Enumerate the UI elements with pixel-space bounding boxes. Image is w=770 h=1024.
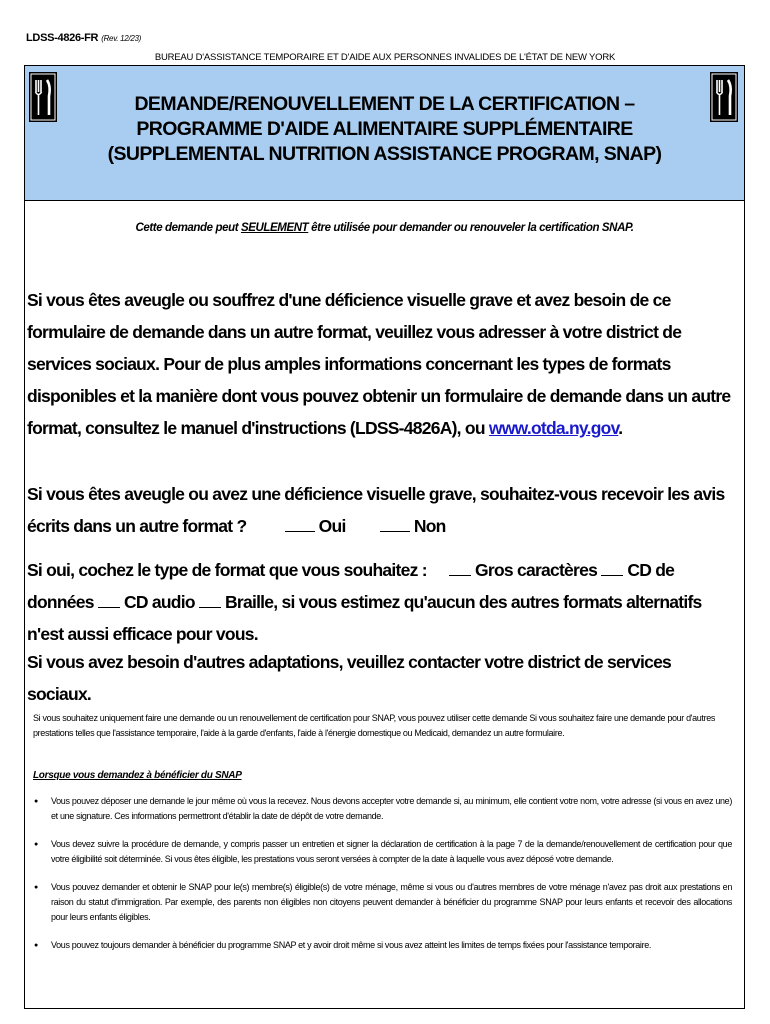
intro-paragraph: Si vous souhaitez uniquement faire une demande ou un renouvellement de certification pour SNAP, vous pouvez utiliser cette demande Si vous souhaitez faire une demande pour d'autres prestations telles que l'assistance temporaire, l'aide à la garde d'enfants, l'aide à l'énergie domestique ou Medicaid, demandez un autre formulaire. (33, 713, 716, 738)
oui-blank[interactable] (285, 513, 315, 532)
data-cd-label: CD de données (27, 560, 675, 612)
title-band (25, 66, 744, 201)
format-choice (27, 554, 736, 650)
usage-note (25, 222, 744, 234)
notice-question-text: Si vous êtes aveugle ou avez une déficience visuelle grave, souhaitez-vous recevoir les avis écrits dans un autre format ? (27, 484, 725, 536)
form-revision: (Rev. 12/23) (101, 34, 142, 43)
audio-cd-label: CD audio (123, 592, 195, 612)
otda-link[interactable]: www.otda.ny.gov (488, 418, 619, 438)
accessibility-text: Si vous êtes aveugle ou souffrez d'une déficience visuelle grave et avez besoin de ce formulaire de demande dans un autre format, veuillez vous adresser à votre district de services sociaux. Pour de plus amples informations concernant les types de formats disponibles et la manière dont vous pouvez obtenir un formulaire de demande dans un autre format, consultez le manuel d'instructions (LDSS-4826A), ou (27, 290, 731, 438)
list-item: ● Vous pouvez déposer une demande le jour même où vous la recevez. Nous devons accepter votre demande si, au minimum, elle contient votre nom, votre adresse (si vous en avez une) et une signature. Ces informations permettront d'établir la date de dépôt de votre demande. (25, 794, 732, 824)
data-cd-blank[interactable] (601, 557, 623, 576)
notice-format-question (27, 478, 736, 542)
form-frame (24, 65, 745, 1009)
list-item: ● Vous pouvez demander et obtenir le SNAP pour le(s) membre(s) éligible(s) de votre ménage, même si vous ou d'autres membres de votre ménage n'avez pas droit aux prestations en raison du statut d'immigration. Par exemple, des parents non éligibles non citoyens peuvent demander à bénéficier du programme SNAP pour leurs enfants et recevoir des allocations pour leurs enfants éligibles. (25, 880, 732, 925)
usage-note-emphasis: SEULEMENT (240, 222, 309, 234)
usage-note-text: Cette demande peut (135, 222, 241, 234)
audio-cd-blank[interactable] (98, 589, 120, 608)
title-line: PROGRAMME D'AIDE ALIMENTAIRE SUPPLÉMENTAIRE (136, 118, 633, 140)
accessibility-paragraph (27, 284, 736, 444)
format-lead: Si oui, cochez le type de format que vous souhaitez : (27, 560, 427, 580)
large-print-blank[interactable] (449, 557, 471, 576)
form-id (26, 32, 141, 44)
braille-blank[interactable] (199, 589, 221, 608)
list-item: ● Vous pouvez toujours demander à bénéficier du programme SNAP et y avoir droit même si vous avez atteint les limites de temps fixées pour l'assistance temporaire. (25, 938, 732, 953)
large-print-label: Gros caractères (475, 560, 598, 580)
title-line: DEMANDE/RENOUVELLEMENT DE LA CERTIFICATION – (134, 93, 635, 115)
non-label: Non (413, 516, 446, 536)
braille-label: Braille, si vous estimez qu'aucun des autres formats alternatifs n'est aussi efficace pour vous. (27, 592, 702, 644)
usage-note-text: être utilisée pour demander ou renouveler la certification SNAP. (308, 222, 634, 234)
oui-label: Oui (318, 516, 346, 536)
other-accommodations: Si vous avez besoin d'autres adaptations, veuillez contacter votre district de services sociaux. (27, 652, 672, 704)
fork-knife-icon (710, 72, 738, 122)
title-line: (SUPPLEMENTAL NUTRITION ASSISTANCE PROGRAM, SNAP) (107, 143, 662, 165)
section-title: Lorsque vous demandez à bénéficier du SNAP (33, 770, 242, 781)
list-item: ● Vous devez suivre la procédure de demande, y compris passer un entretien et signer la déclaration de certification à la page 7 de la demande/renouvellement de certification pour que votre éligibilité soit déterminée. Si vous êtes éligible, les prestations vous seront versées à compter de la date à laquelle vous avez déposé votre demande. (25, 837, 732, 867)
form-title (65, 92, 704, 167)
form-number: LDSS-4826-FR (26, 32, 99, 44)
accessibility-text-end: . (618, 418, 623, 438)
non-blank[interactable] (380, 513, 410, 532)
fork-knife-icon (29, 72, 57, 122)
agency-name: BUREAU D'ASSISTANCE TEMPORAIRE ET D'AIDE AUX PERSONNES INVALIDES DE L'ÉTAT DE NEW YORK (154, 52, 616, 63)
bullet-list (25, 794, 732, 966)
